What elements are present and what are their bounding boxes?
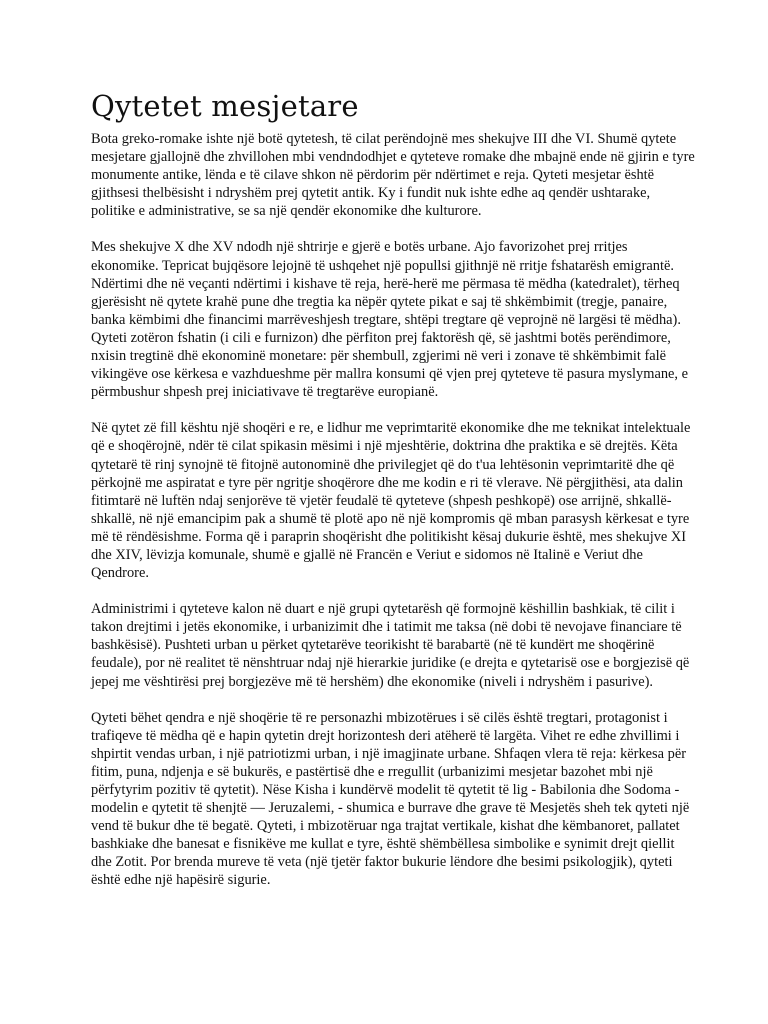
paragraph-1: Bota greko-romake ishte një botë qytetesh, të cilat perëndojnë mes shekujve III dhe VI. Shumë qytete mesjetare gjallojnë dhe zhvillohen mbi vendndodhjet e qyteteve romake dhe mbajnë ende në gjirin e tyre monumente antike, lënda e të cilave shkon në përdorim për ndërtimet e reja. Qyteti mesjetar është gjithsesi thelbësisht i ndryshëm prej qytetit antik. Ky i fundit nuk ishte edhe aq qendër ushtarake, politike e administrative, se sa një qendër ekonomike dhe kulturore.: [91, 131, 695, 220]
paragraph-4: Administrimi i qyteteve kalon në duart e një grupi qytetarësh që formojnë këshillin bashkiak, të cilit i takon drejtimi i jetës ekonomike, i urbanizimit dhe i tatimit me taksa (në dobi të nevojave financiare të bashkësisë). Pushteti urban u përket qytetarëve teorikisht të barabartë (në të kundërt me shoqërinë feudale), por në realitet të nënshtruar ndaj një hierarkie juridike (e drejta e qytetarisë ose e borgjezisë që jepej me vështirësi prej borgjezëve më të hershëm) dhe ekonomike (niveli i ndryshëm i pasurive).: [91, 601, 690, 690]
paragraph-3: Në qytet zë fill kështu një shoqëri e re, e lidhur me veprimtaritë ekonomike dhe me teknikat intelektuale që e shoqërojnë, ndër të cilat spikasin mësimi i një mjeshtërie, doktrina dhe praktika e së drejtës. Këta qytetarë të rinj synojnë të fitojnë autonominë dhe privilegjet që do t'ua lehtësonin veprimtaritë dhe që përkojnë me aspiratat e tyre për ngritje shoqërore dhe me kodin e ri të vlerave. Në përgjithësi, ata dalin fitimtarë në luftën ndaj senjorëve të vjetër feudalë të qyteteve (shpesh peshkopë) ose arrijnë, shkallë-shkallë, në një emancipim pak a shumë të plotë apo në një kompromis që mban parasysh kërkesat e tyre më të rëndësishme. Forma që i paraprin shoqërisht dhe politikisht kësaj dukurie është, mes shekujve XI dhe XIV, lëvizja komunale, shumë e gjallë në Francën e Veriut e sidomos në Italinë e Veriut dhe Qendrore.: [91, 420, 691, 582]
page-title: Qytetet mesjetare: [91, 89, 359, 123]
paragraph-5: Qyteti bëhet qendra e një shoqërie të re personazhi mbizotërues i së cilës është tregtari, protagonist i trafiqeve të mëdha që e hapin qytetin drejt horizontesh deri atëherë të largëta. Vihet re edhe zhvillimi i shpirtit vendas urban, i një patriotizmi urban, i një imagjinate urbane. Shfaqen vlera të reja: kërkesa për fitim, puna, ndjenja e së bukurës, e pastërtisë dhe e rregullit (urbanizimi mesjetar bazohet mbi një përfytyrim pozitiv të qytetit). Nëse Kisha i kundërvë modelit të qytetit të lig - Babilonia dhe Sodoma - modelin e qytetit të shenjtë — Jeruzalemi, - shumica e burrave dhe grave të Mesjetës sheh tek qyteti një vend të bukur dhe të begatë. Qyteti, i mbizotëruar nga trajtat vertikale, kishat dhe këmbanoret, pallatet bashkiake dhe banesat e fisnikëve me kullat e tyre, është shëmbëllesa simbolike e synimit drejt qiellit dhe Zotit. Por brenda mureve të veta (një tjetër faktor bukurie lëndore dhe besimi psikologjik), qyteti është edhe një hapësirë sigurie.: [91, 709, 690, 889]
paragraph-2: Mes shekujve X dhe XV ndodh një shtrirje e gjerë e botës urbane. Ajo favorizohet prej rritjes ekonomike. Tepricat bujqësore lejojnë të ushqehet një popullsi gjithnjë në rritje fshatarësh emigrantë. Ndërtimi dhe në veçanti ndërtimi i kishave të reja, herë-herë me përmasa të mëdha (katedralet), tërheq gjerësisht në qytete krahë pune dhe tregtia ka nëpër qytete pikat e saj të shkëmbimit (tregje, panaire, banka këmbimi dhe financimi marrëveshjesh tregtare, shtëpi tregtare që veprojnë në largësi të mëdha). Qyteti zotëron fshatin (i cili e furnizon) dhe përfiton prej faktorësh që, së jashtmi botës perëndimore, nxisin tregtinë dhë ekonominë monetare: për shembull, zgjerimi në veri i zonave të shkëmbimit falë vikingëve ose kërkesa e vazhdueshme për mallra konsumi që vjen prej qyteteve të pasura myslymane, e përmbushur shpesh prej iniciativave të tregtarëve europianë.: [91, 239, 689, 401]
